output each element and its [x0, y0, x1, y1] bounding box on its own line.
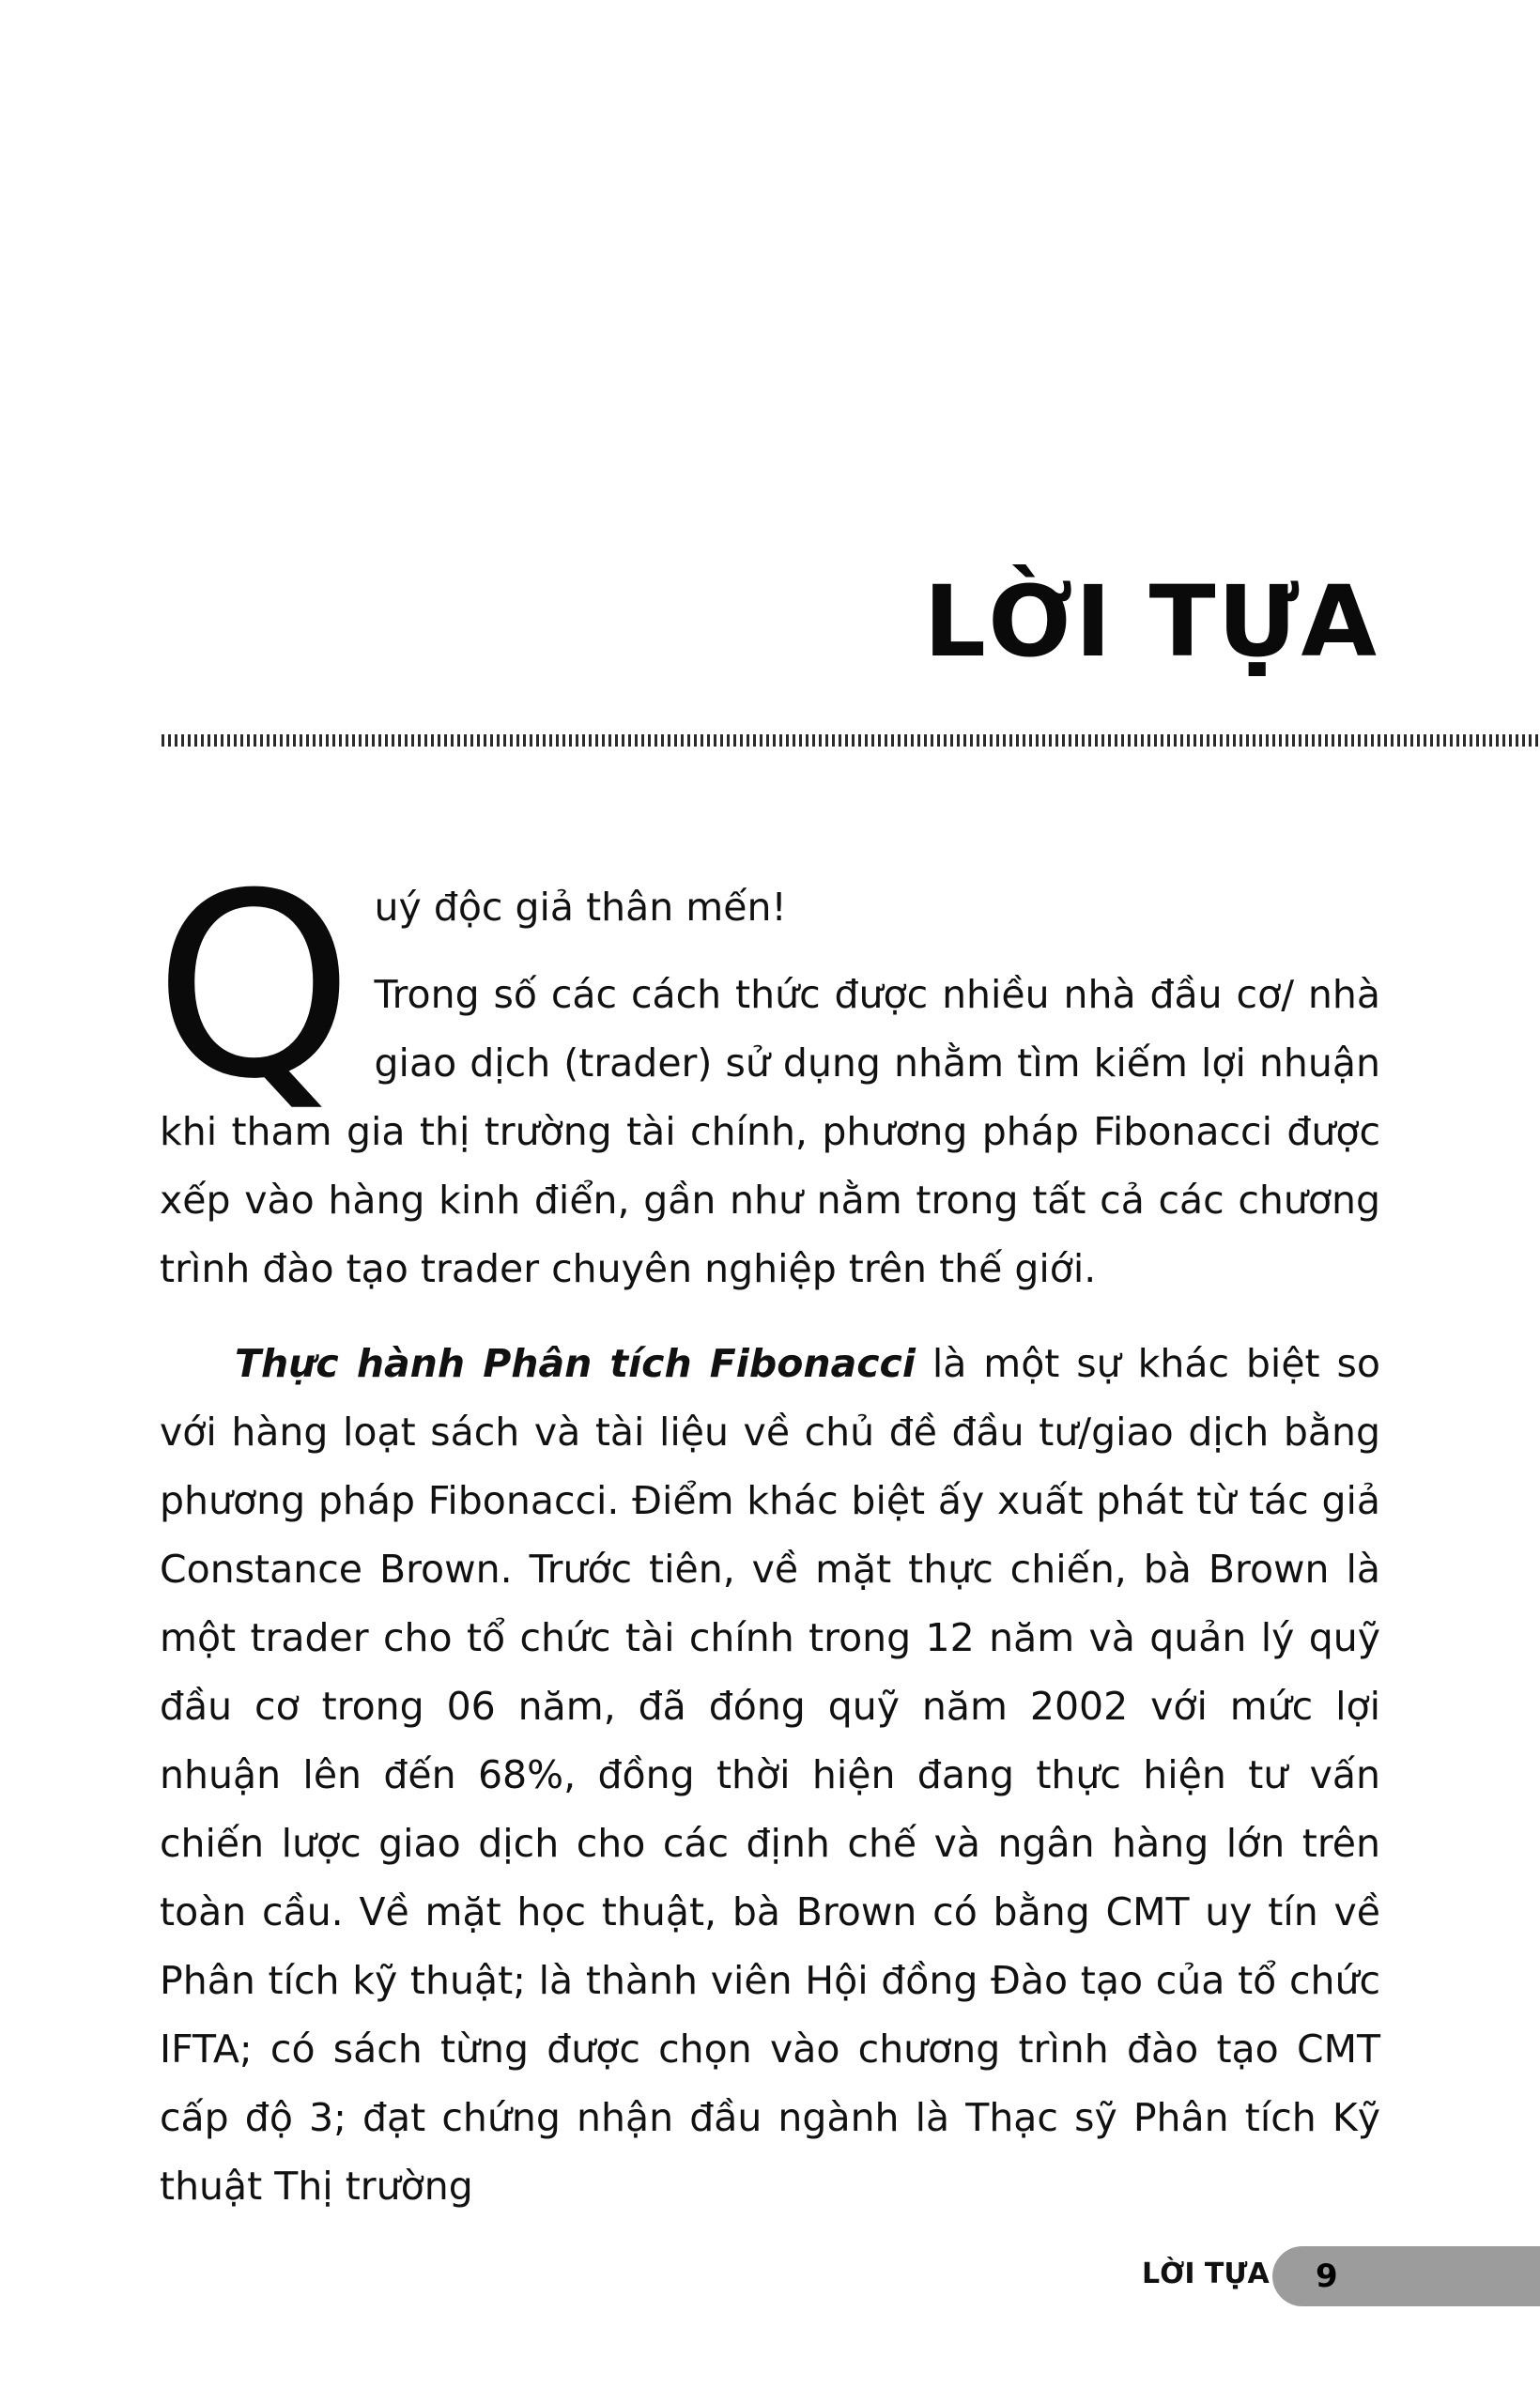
page-footer [0, 2242, 1540, 2308]
title-divider [162, 734, 1540, 747]
page-number: 9 [1316, 2258, 1338, 2295]
chapter-title: LỜI TỰA [923, 564, 1378, 679]
book-title: Thực hành Phân tích Fibonacci [235, 1341, 916, 1386]
page-number-tab [1272, 2246, 1540, 2306]
paragraph-2-text: là một sự khác biệt so với hàng loạt sách và tài liệu về chủ đề đầu tư/giao dịch bằng phương pháp Fibonacci. Điểm khác biệt ấy xuất phát từ tác giả Constance Brown. Trước tiên, về mặt thực chiến, bà Brown là một trader cho tổ chức tài chính trong 12 năm và quản lý quỹ đầu cơ trong 06 năm, đã đóng quỹ năm 2002 với mức lợi nhuận lên đến 68%, đồng thời hiện đang thực hiện tư vấn chiến lược giao dịch cho các định chế và ngân hàng lớn trên toàn cầu. Về mặt học thuật, bà Brown có bằng CMT uy tín về Phân tích kỹ thuật; là thành viên Hội đồng Đào tạo của tổ chức IFTA; có sách từng được chọn vào chương trình đào tạo CMT cấp độ 3; đạt chứng nhận đầu ngành là Thạc sỹ Phân tích Kỹ thuật Thị trường [160, 1341, 1381, 2209]
dropcap-letter: Q [154, 839, 354, 1134]
paragraph-1: Trong số các cách thức được nhiều nhà đầu cơ/ nhà giao dịch (trader) sử dụng nhằm tìm kiếm lợi nhuận khi tham gia thị trường tài chính, phương pháp Fibonacci được xếp vào hàng kinh điển, gần như nằm trong tất cả các chương trình đào tạo trader chuyên nghiệp trên thế giới. [160, 972, 1380, 1291]
paragraph-2 [160, 1330, 1380, 2221]
running-head: LỜI TỰA [1142, 2258, 1270, 2290]
greeting-text: uý độc giả thân mến! [374, 885, 787, 930]
body-text [154, 839, 1381, 2221]
